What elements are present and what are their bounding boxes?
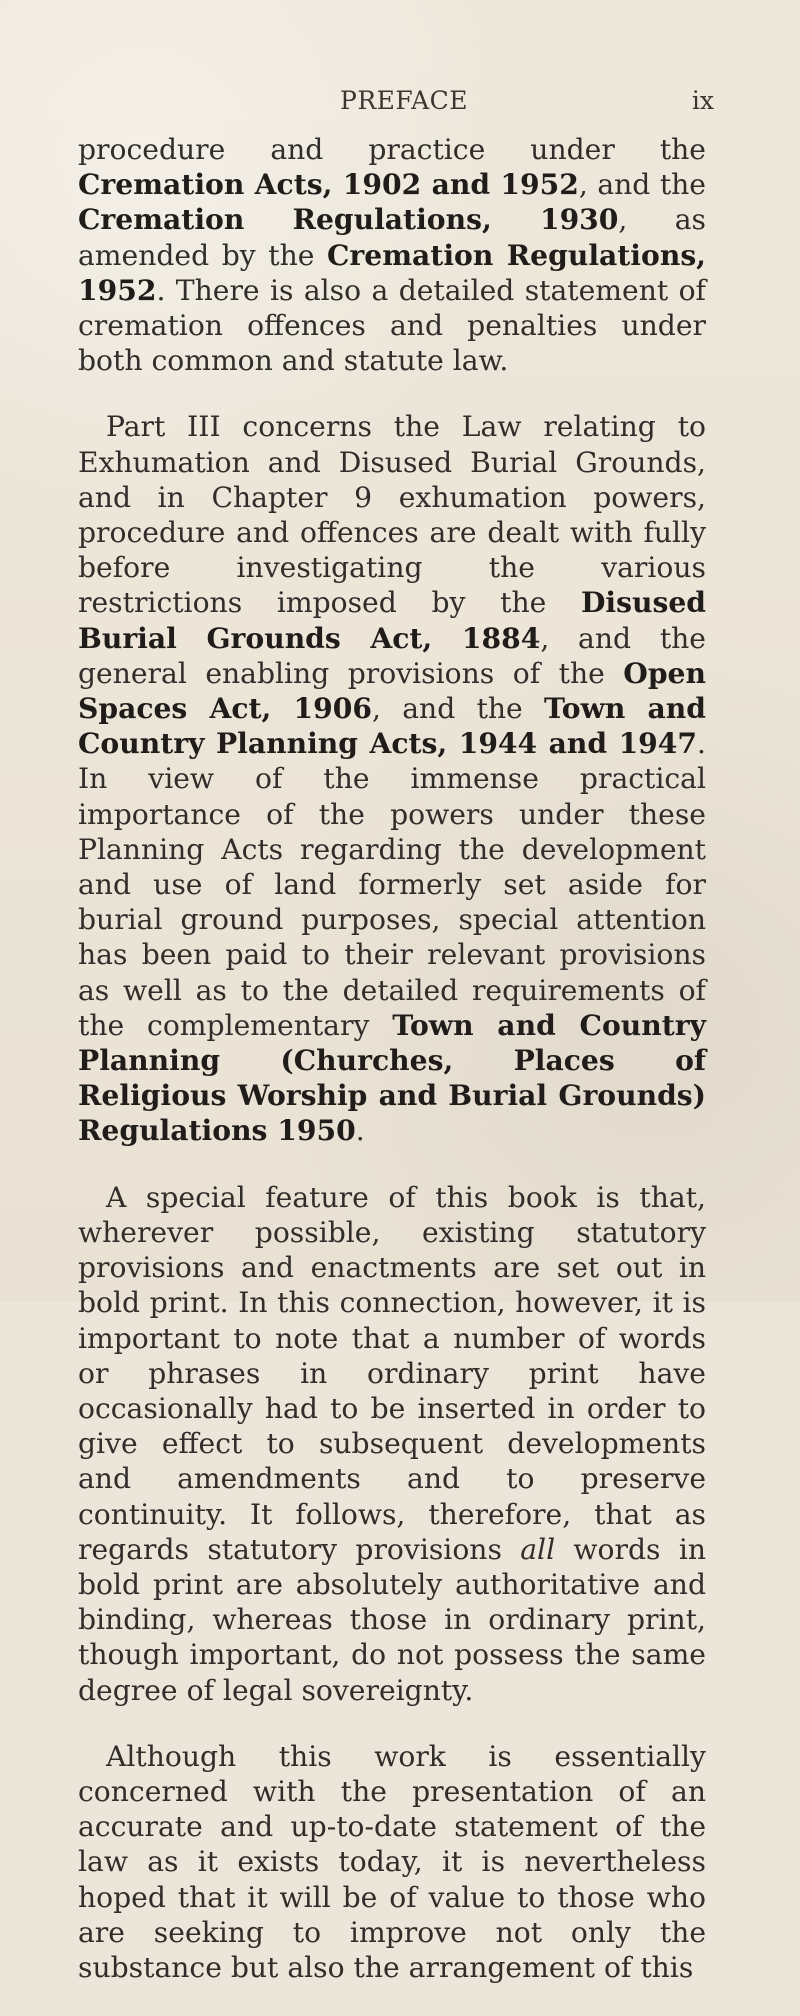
text-segment: Open Spaces Act, 1906 — [78, 656, 706, 726]
text-segment: Cremation Regulations, 1930 — [78, 203, 619, 237]
page-header — [78, 86, 722, 116]
preface-text — [78, 132, 706, 2016]
text-segment: A special feature of this book is that, wherever possible, existing statutory provisions and enactments are set out in bold print. In this connection, however, it is important to note that a number of words or phrases in ordinary print have occasionally had to be inserted in order to give effect to subsequent developments and amendments and to preserve continuity. It follows, therefore, that as regards statutory provisions — [78, 1180, 706, 1566]
text-segment: . In view of the immense practical importance of the powers under these Planning Acts regarding the development and use of land formerly set aside for burial ground purposes, special attention has been paid to their relevant provisions as well as to the detailed requirements of the complementary — [78, 727, 706, 1042]
text-segment: , and the — [578, 168, 706, 202]
text-segment: Disused Burial Grounds Act, 1884 — [78, 586, 706, 655]
text-segment: . — [355, 1114, 365, 1148]
text-segment: . There is also a detailed statement of cremation offences and penalties under both common and statute law. — [78, 273, 706, 378]
text-segment: Cremation Acts, 1902 and 1952 — [78, 168, 579, 202]
page-number: ix — [691, 86, 714, 115]
text-segment: , and the general enabling provisions of the — [78, 621, 706, 690]
text-segment: procedure and practice under the — [78, 133, 706, 166]
text-segment: Part III concerns the Law relating to Exhumation and Disused Burial Grounds, and in Chapter 9 exhumation powers, procedure and offences are dealt with fully before investigating the various restrictions imposed by the — [78, 410, 706, 620]
text-segment: Town and Country Planning (Churches, Places of Religious Worship and Burial Grounds) Regulations 1950 — [78, 1008, 706, 1148]
text-segment: , and the — [371, 692, 545, 726]
paragraph-1 — [78, 132, 706, 378]
text-segment: Town and Country Planning Acts, 1944 and 1947 — [78, 692, 706, 761]
running-head: PREFACE — [340, 86, 468, 115]
paragraph-4 — [78, 1739, 706, 1985]
text-segment: Although this work is essentially concerned with the presentation of an accurate and up-to-date statement of the law as it exists today, it is nevertheless hoped that it will be of value to those who are seeking to improve not only the substance but also the arrangement of this — [78, 1739, 706, 1984]
paragraph-2 — [78, 409, 706, 1148]
paragraph-3 — [78, 1180, 706, 1708]
text-segment: , as amended by the — [78, 203, 706, 272]
text-segment: words in bold print are absolutely authoritative and binding, whereas those in ordinary print, though important, do not possess the same degree of legal sovereignty. — [78, 1532, 706, 1707]
text-segment: all — [520, 1532, 556, 1566]
text-segment: Cremation Regulations, 1952 — [78, 238, 706, 307]
